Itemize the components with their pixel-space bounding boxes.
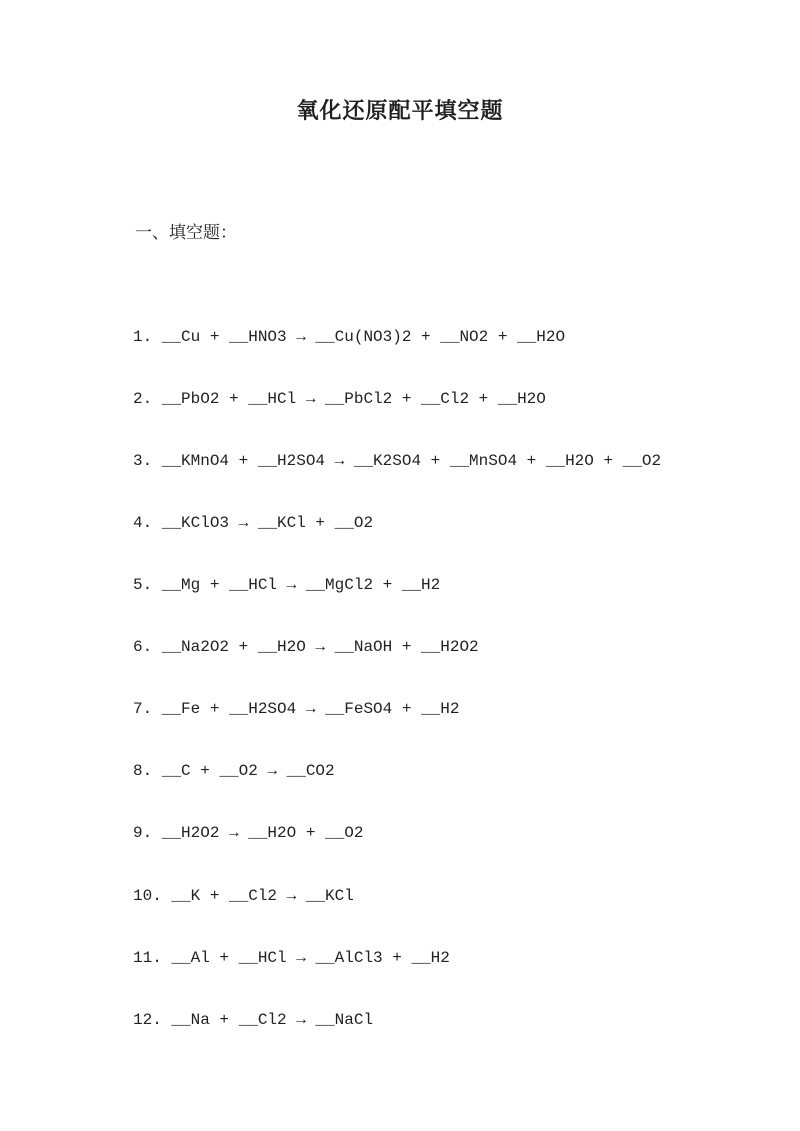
question-8: 8. __C + __O2 → __CO2	[133, 762, 335, 780]
question-12: 12. __Na + __Cl2 → __NaCl	[133, 1011, 374, 1029]
question-11: 11. __Al + __HCl → __AlCl3 + __H2	[133, 949, 450, 967]
question-9: 9. __H2O2 → __H2O + __O2	[133, 824, 364, 842]
section-heading: 一、填空题：	[135, 223, 237, 243]
page-title: 氧化还原配平填空题	[296, 98, 504, 124]
question-6: 6. __Na2O2 + __H2O → __NaOH + __H2O2	[133, 638, 479, 656]
question-10: 10. __K + __Cl2 → __KCl	[133, 887, 354, 905]
question-7: 7. __Fe + __H2SO4 → __FeSO4 + __H2	[133, 700, 460, 718]
question-1: 1. __Cu + __HNO3 → __Cu(NO3)2 + __NO2 + __H2O	[133, 328, 566, 346]
question-4: 4. __KClO3 → __KCl + __O2	[133, 514, 374, 532]
question-5: 5. __Mg + __HCl → __MgCl2 + __H2	[133, 576, 441, 594]
question-2: 2. __PbO2 + __HCl → __PbCl2 + __Cl2 + __H2O	[133, 390, 546, 408]
question-3: 3. __KMnO4 + __H2SO4 → __K2SO4 + __MnSO4 + __H2O + __O2	[133, 452, 662, 470]
